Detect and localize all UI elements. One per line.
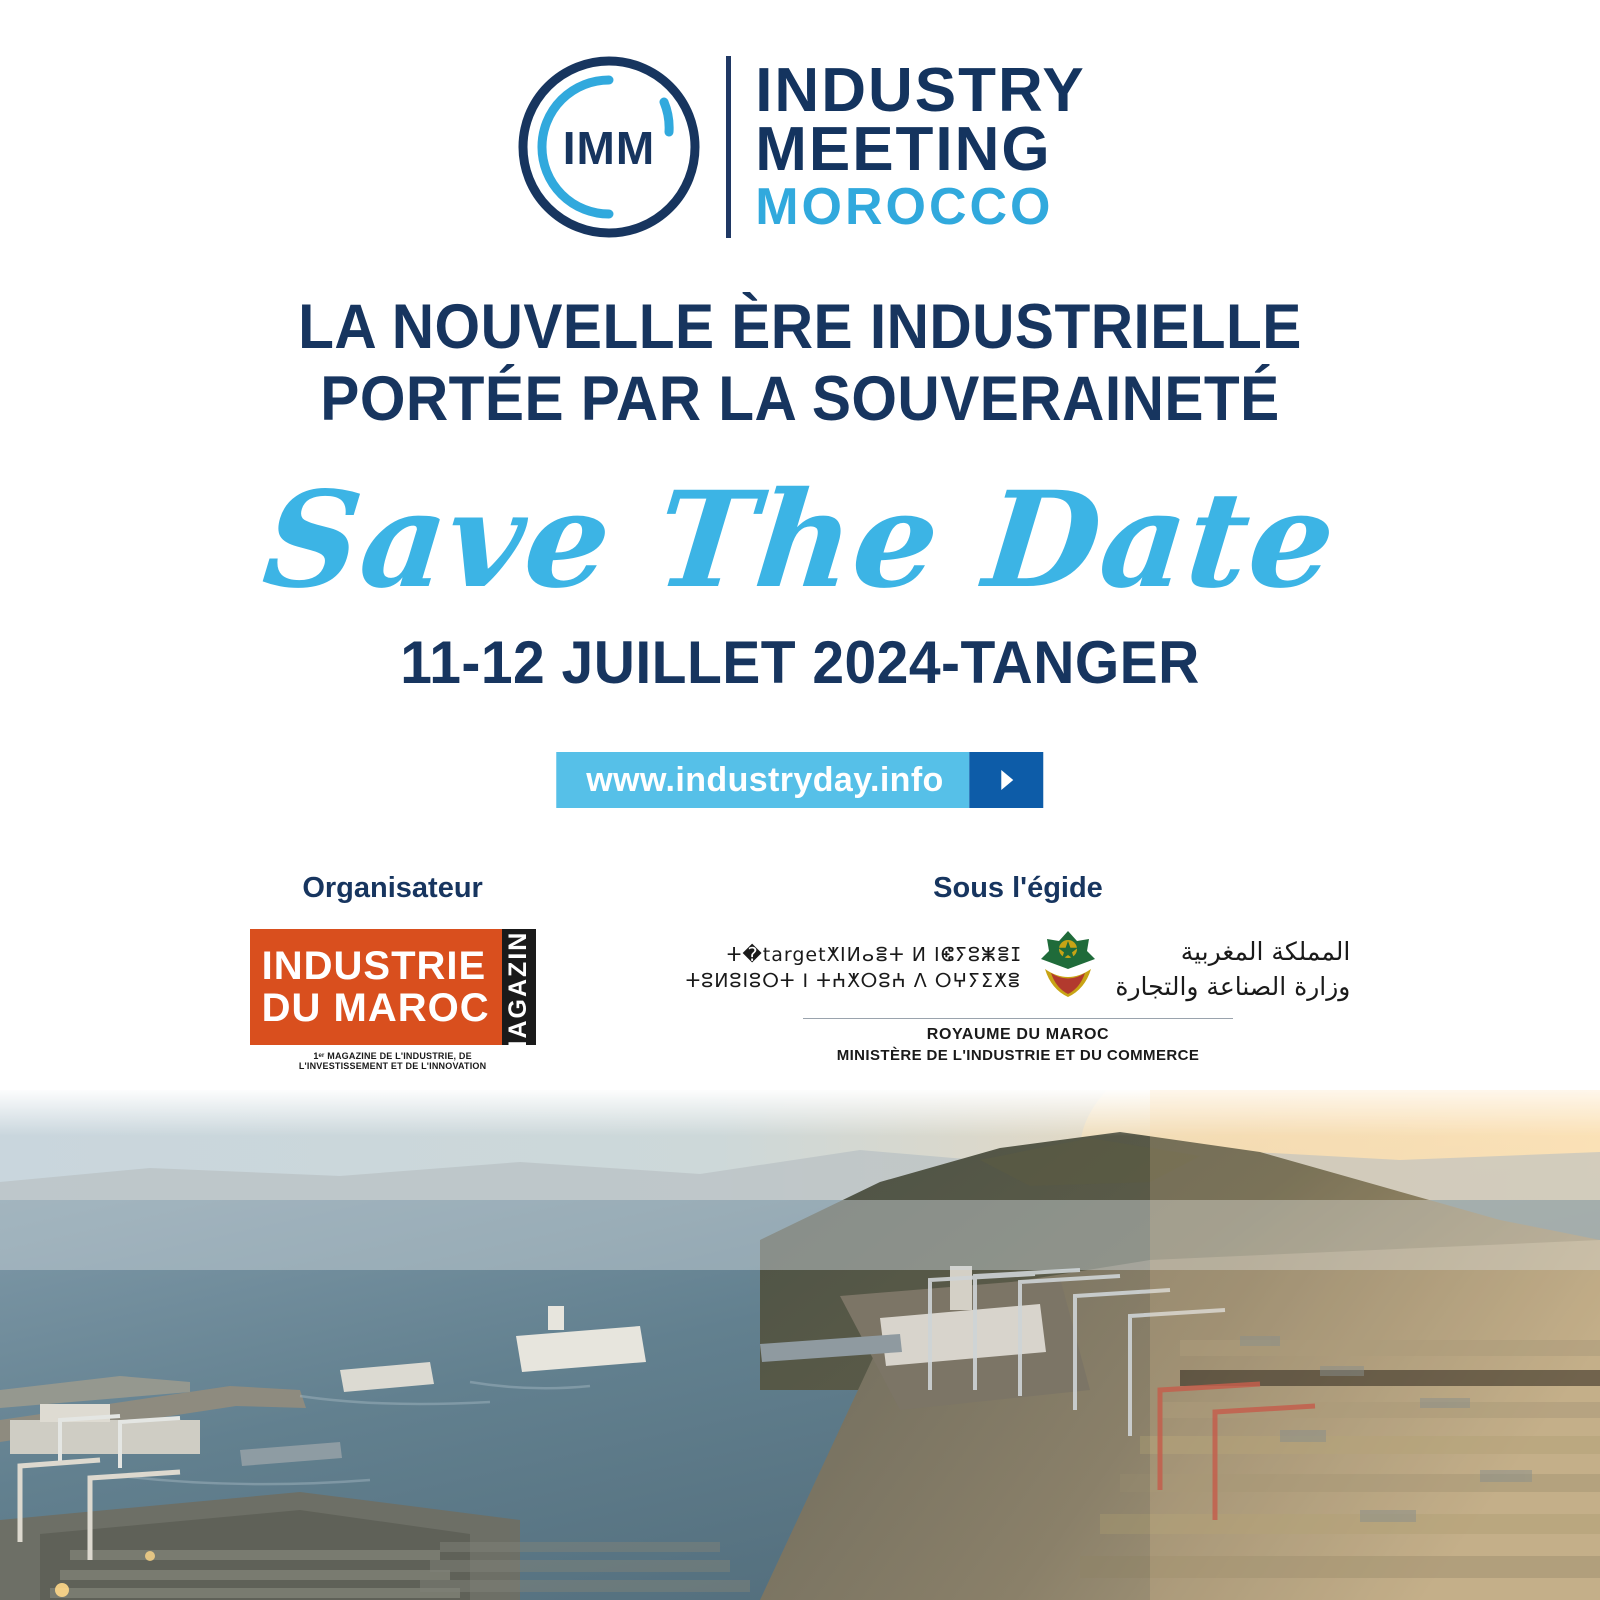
ministry-french-line-1: ROYAUME DU MAROC: [926, 1026, 1110, 1043]
brand-line-meeting: MEETING: [755, 114, 1052, 184]
ministry-arabic-line-2: وزارة الصناعة والتجارة: [1115, 971, 1351, 1001]
save-the-date-script: Save The Date: [257, 463, 1343, 618]
idm-line-1: INDUSTRIE: [261, 943, 487, 988]
idm-magazine-label: MAGAZINE: [504, 912, 533, 1062]
idm-tagline: 1ᵉʳ MAGAZINE DE L'INDUSTRIE, DE L'INVESTISSEMENT ET DE L'INNOVATION: [298, 1051, 487, 1071]
brand-logo: [0, 52, 1600, 242]
ministry-tifinagh-line-1: ⵜ�targetⵅⵏⵍⴰⴻⵜ ⵍ ⵏⵞⵢⵓⵥⴻⵊ: [726, 943, 1022, 966]
imm-monogram-icon: [514, 52, 704, 242]
website-cta-button[interactable]: [556, 752, 1043, 808]
idm-magazine-strip: [502, 912, 536, 1062]
website-url-label[interactable]: www.industryday.info: [556, 752, 969, 808]
organizer-title: Organisateur: [302, 872, 483, 904]
morocco-coat-of-arms-icon: [1037, 929, 1099, 1008]
auspices-block: [686, 872, 1351, 1071]
brand-line-morocco: MOROCCO: [755, 177, 1054, 236]
event-date-location: 11-12 JUILLET 2024-TANGER: [400, 629, 1200, 696]
partners-section: [0, 872, 1600, 1071]
auspices-title: Sous l'égide: [933, 872, 1103, 904]
ministry-french-line-2: MINISTÈRE DE L'INDUSTRIE ET DU COMMERCE: [836, 1047, 1200, 1064]
headline-line-2: PORTÉE PAR LA SOUVERAINETÉ: [320, 363, 1280, 434]
ministry-logo: [686, 929, 1351, 1064]
ministry-divider: [803, 1018, 1233, 1019]
ministry-arabic-line-1: المملكة المغربية: [1180, 936, 1351, 966]
svg-text:IMM: IMM: [562, 122, 656, 174]
organizer-block: [250, 872, 536, 1071]
brand-line-industry: INDUSTRY: [755, 56, 1086, 126]
ministry-tifinagh-line-2: ⵜⵓⵍⵓⵏⵓⵔⵜ Ⅰ ⵜⵄⵅⵔⵓⵄ ⴷ ⵔⵖⵢⵉⵅⴻ: [685, 969, 1022, 992]
chevron-right-icon[interactable]: [970, 752, 1044, 808]
headline-line-1: LA NOUVELLE ÈRE INDUSTRIELLE: [298, 292, 1302, 362]
tanger-med-port-aerial-photo: [0, 1090, 1600, 1600]
headline: [56, 292, 1544, 436]
idm-line-2: DU MAROC: [261, 986, 490, 1030]
